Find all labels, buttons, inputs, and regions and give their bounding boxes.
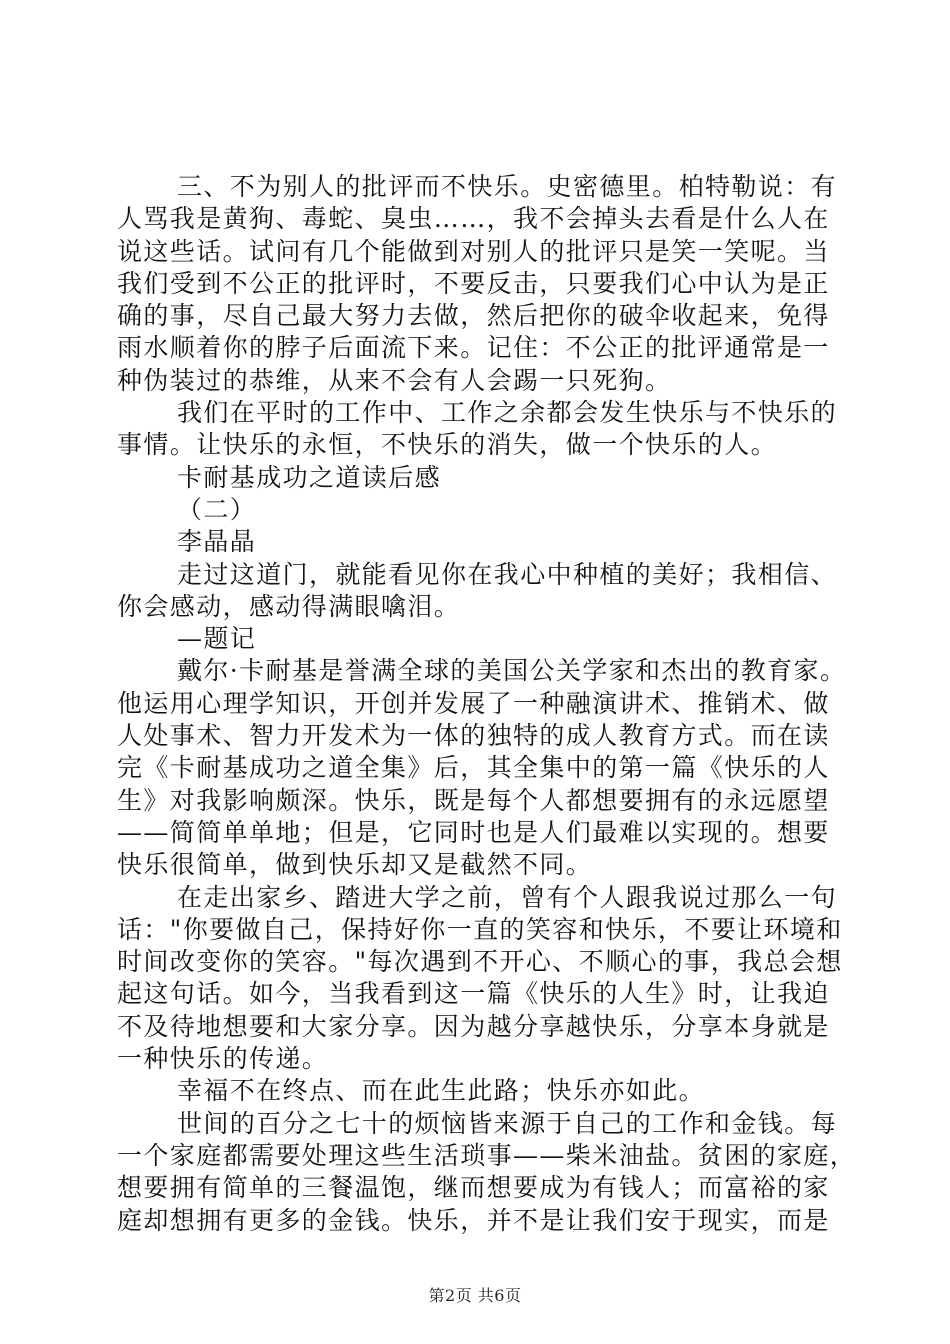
- text-line: 确的事，尽自己最大努力去做，然后把你的破伞收起来，免得: [117, 301, 830, 331]
- page-footer: [0, 1286, 950, 1306]
- text-line: 种伪装过的恭维，从来不会有人会踢一只死狗。: [117, 365, 672, 395]
- text-line: 我们在平时的工作中、工作之余都会发生快乐与不快乐的: [177, 398, 838, 428]
- text-line: 一个家庭都需要处理这些生活琐事——柴米油盐。贫困的家庭，: [117, 1140, 857, 1170]
- author-name: 李晶晶: [177, 527, 257, 557]
- text-line: 想要拥有简单的三餐温饱，继而想要成为有钱人；而富裕的家: [117, 1173, 830, 1203]
- text-line: 时间改变你的笑容。"每次遇到不开心、不顺心的事，我总会想: [117, 947, 843, 977]
- text-line: 雨水顺着你的脖子后面流下来。记住：不公正的批评通常是一: [117, 333, 830, 363]
- text-line: 幸福不在终点、而在此生此路；快乐亦如此。: [177, 1076, 706, 1106]
- text-line: 事情。让快乐的永恒，不快乐的消失，做一个快乐的人。: [117, 430, 778, 460]
- text-line: 庭却想拥有更多的金钱。快乐，并不是让我们安于现实，而是: [117, 1205, 830, 1235]
- body-text: [117, 171, 857, 1237]
- section-number: （二）: [177, 494, 257, 524]
- text-line: 生》对我影响颇深。快乐，既是每个人都想要拥有的永远愿望: [117, 785, 830, 815]
- text-line: 快乐很简单，做到快乐却又是截然不同。: [117, 850, 593, 880]
- text-line: 戴尔·卡耐基是誉满全球的美国公关学家和杰出的教育家。: [177, 656, 847, 686]
- page-number-label: 第2页 共6页: [428, 1286, 522, 1305]
- text-line: 话："你要做自己，保持好你一直的笑容和快乐，不要让环境和: [117, 914, 843, 944]
- text-line: ——简简单单地；但是，它同时也是人们最难以实现的。想要: [117, 817, 830, 847]
- text-line: 你会感动，感动得满眼噙泪。: [117, 591, 461, 621]
- text-line: 完《卡耐基成功之道全集》后，其全集中的第一篇《快乐的人: [117, 753, 830, 783]
- text-line: 人处事术、智力开发术为一体的独特的成人教育方式。而在读: [117, 721, 830, 751]
- text-line: 他运用心理学知识，开创并发展了一种融演讲术、推销术、做: [117, 688, 830, 718]
- text-line: 说这些话。试问有几个能做到对别人的批评只是笑一笑呢。当: [117, 236, 830, 266]
- text-line: 世间的百分之七十的烦恼皆来源于自己的工作和金钱。每: [177, 1108, 838, 1138]
- text-line: 不及待地想要和大家分享。因为越分享越快乐，分享本身就是: [117, 1011, 830, 1041]
- text-line: 在走出家乡、踏进大学之前，曾有个人跟我说过那么一句: [177, 882, 838, 912]
- text-line: 人骂我是黄狗、毒蛇、臭虫……，我不会掉头去看是什么人在: [117, 204, 830, 234]
- text-line: 一种快乐的传递。: [117, 1044, 329, 1074]
- text-line: 我们受到不公正的批评时，不要反击，只要我们心中认为是正: [117, 268, 830, 298]
- epigraph-label: —题记: [177, 624, 257, 654]
- text-line: 起这句话。如今，当我看到这一篇《快乐的人生》时，让我迫: [117, 979, 830, 1009]
- text-line: 走过这道门，就能看见你在我心中种植的美好；我相信、: [177, 559, 838, 589]
- section-title: 卡耐基成功之道读后感: [177, 462, 442, 492]
- text-line: 三、不为别人的批评而不快乐。史密德里。柏特勒说：有: [177, 172, 838, 201]
